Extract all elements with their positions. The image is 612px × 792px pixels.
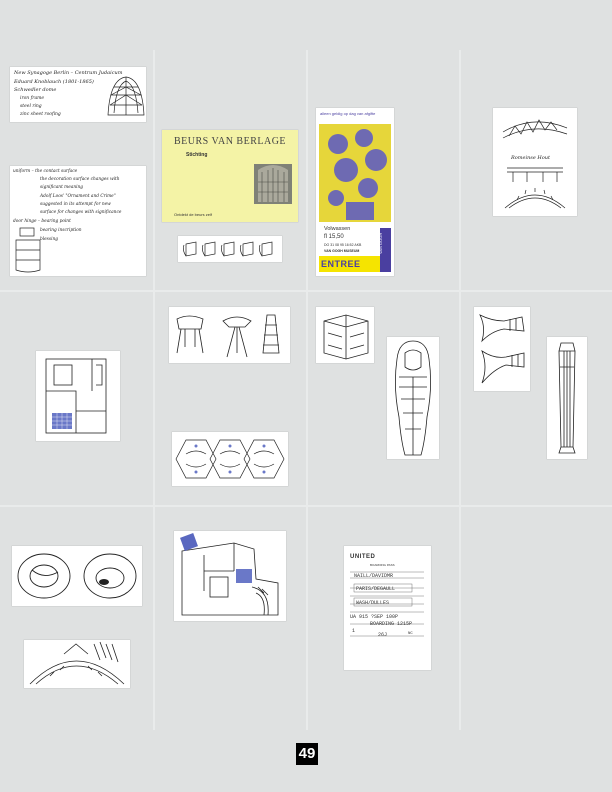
dome-sketch — [10, 67, 146, 122]
hexagon-pattern-card — [172, 432, 288, 486]
ticket-price: fl 15,50 — [324, 234, 344, 240]
sketch-note-line: zinc sheet roofing — [20, 112, 61, 117]
van-gogh-ticket — [316, 108, 394, 276]
floor-plan-card — [36, 351, 120, 441]
grid-divider — [0, 505, 612, 507]
axe-heads-sketch — [474, 307, 530, 391]
sketch-note-line: iron frame — [20, 96, 45, 101]
note-line: bearing inscription — [40, 228, 82, 233]
ring-sketches-card — [12, 546, 142, 606]
seat-number: 26J — [378, 632, 388, 638]
cabinet-sketch-card — [316, 307, 374, 363]
note-line: suggested in its attempt for new — [40, 202, 111, 207]
beurs-van-berlage-card — [162, 130, 298, 222]
axe-heads-card — [474, 307, 530, 391]
route-destination: WASH/DULLES — [356, 600, 390, 606]
sketch-note-line: Eduard Knoblauch (1801-1865) — [14, 79, 94, 85]
boarding-time: BOARDING 1215P — [370, 621, 413, 627]
bridge-sketch — [493, 108, 577, 216]
ticket-date: DO 31 08 95 16:52 AKB — [324, 243, 362, 247]
hexagon-pattern — [172, 432, 288, 486]
passenger-count: 1 — [352, 628, 356, 634]
note-line: Adolf Loos' "Ornament and Crime" — [40, 194, 116, 199]
ticket-header: alleen geldig op dag van afgifte — [320, 111, 376, 116]
beurs-interior-photo — [162, 130, 298, 222]
furniture-sketches — [169, 307, 290, 363]
canopy-sketch-card — [24, 640, 130, 688]
airline-name: UNITED — [350, 554, 376, 560]
note-line: significant meaning — [40, 185, 84, 190]
pass-type: BOARDING PASS — [370, 563, 395, 567]
wheel-sketches — [178, 236, 282, 262]
sarcophagus-sketch — [387, 337, 439, 459]
ring-sketches — [12, 546, 142, 606]
note-line: uniform – the contact surface — [13, 169, 78, 174]
note-line: surface for changes with significance — [40, 210, 122, 215]
synagogue-sketch-card — [10, 67, 146, 122]
sarcophagus-sketch-card — [387, 337, 439, 459]
note-line: door hinge – bearing point — [13, 219, 71, 224]
flight-info: UA 915 ?SEP 100P — [350, 614, 399, 620]
beurs-subtitle: Stichting — [186, 152, 208, 158]
wheel-sketches-card — [178, 236, 282, 262]
ticket-side-text: VAN GOGH — [378, 232, 383, 254]
column-sketch-card — [547, 337, 587, 459]
floor-plan-stairs-sketch — [174, 531, 286, 621]
ticket-museum: VAN GOGH MUSEUM — [324, 249, 360, 253]
ticket-entree: ENTREE — [321, 259, 361, 269]
material-notes-card — [10, 166, 146, 276]
route-origin: PARIS/DEGAULL — [356, 586, 396, 592]
bridge-label: Romeinse Hout — [511, 155, 551, 161]
united-boarding-pass — [344, 546, 431, 670]
canopy-sketch — [24, 640, 130, 688]
fare-class: NC — [408, 632, 413, 636]
grid-divider — [306, 50, 308, 730]
hinge-sketch — [10, 166, 146, 276]
grid-divider — [0, 290, 612, 292]
passenger-name: NAILL/DAVIDMR — [354, 573, 394, 579]
note-line: the decoration surface changes with — [40, 177, 120, 182]
furniture-sketch-card — [169, 307, 290, 363]
sketch-note-line: steel ring — [20, 104, 42, 109]
column-sketch — [547, 337, 587, 459]
floor-plan-sketch — [36, 351, 120, 441]
note-line: blessing — [40, 237, 58, 242]
floor-plan-stairs-card — [174, 531, 286, 621]
sketch-note-line: New Synagoge Berlin – Centrum Judaicum — [14, 70, 123, 76]
cabinet-sketch — [316, 307, 374, 363]
page-number: 49 — [296, 743, 318, 765]
bridge-sketch-card — [493, 108, 577, 216]
beurs-footer: Ontdekt de beurs zelf — [174, 212, 213, 217]
grid-divider — [153, 50, 155, 730]
beurs-title: BEURS VAN BERLAGE — [174, 136, 287, 147]
ticket-type: Volwassen — [324, 226, 351, 232]
grid-divider — [459, 50, 461, 730]
sketch-note-line: Schwedler dome — [14, 87, 57, 93]
